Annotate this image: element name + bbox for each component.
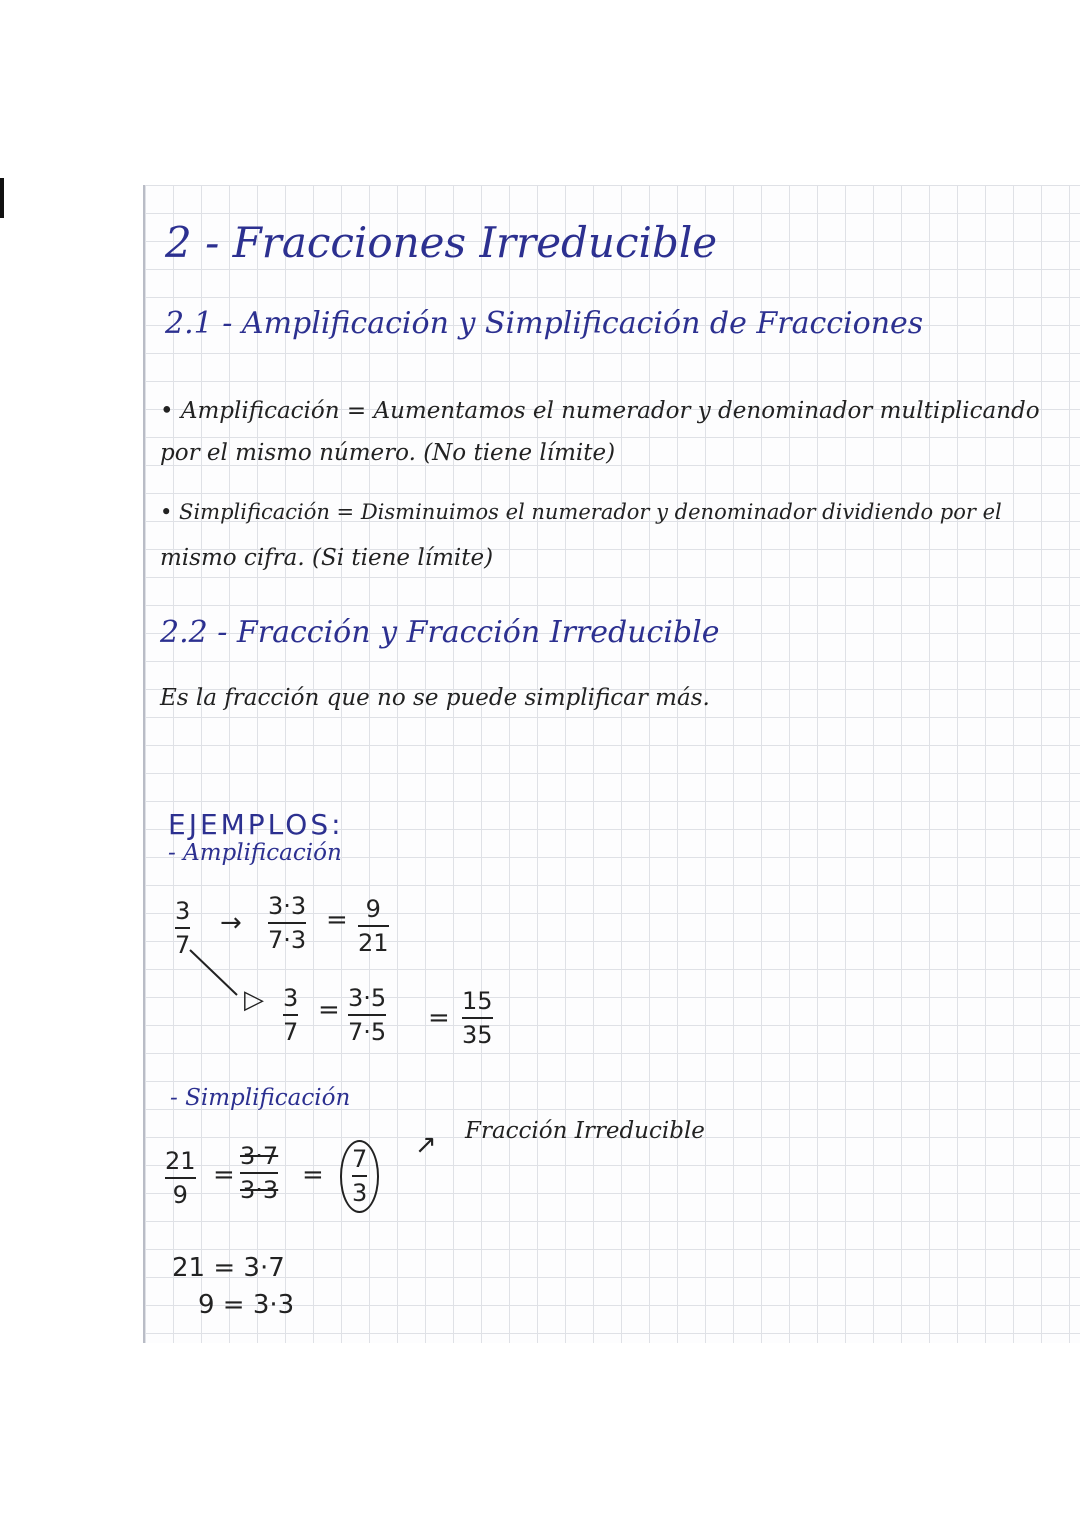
equals-sign: = — [213, 1160, 235, 1190]
examples-heading: EJEMPLOS: — [168, 808, 344, 841]
irreducible-note: Fracción Irreducible — [465, 1118, 705, 1144]
irreducible-definition: Es la fracción que no se puede simplificar más. — [160, 685, 710, 711]
factorization-21: 21 = 3·7 — [172, 1253, 285, 1283]
fraction-result: 15 35 — [462, 987, 493, 1050]
fraction-step: 3·7 3·3 — [240, 1142, 279, 1205]
scan-edge — [0, 178, 4, 218]
arrow-icon: ↗ — [415, 1130, 437, 1160]
page-title: 2 - Fracciones Irreducible — [165, 218, 718, 267]
simplificacion-definition-cont: mismo cifra. (Si tiene límite) — [160, 545, 494, 571]
equals-sign: = — [428, 1003, 450, 1033]
arrow-right-icon: → — [220, 908, 242, 938]
fraction-base: 3 7 — [283, 984, 299, 1047]
simplificacion-example-label: - Simplificación — [170, 1085, 351, 1111]
fraction-result: 9 21 — [358, 895, 389, 958]
grid-paper — [143, 185, 1080, 1343]
equals-sign: = — [326, 905, 348, 935]
equals-sign: = — [302, 1160, 324, 1190]
equals-sign: = — [318, 995, 340, 1025]
simplificacion-definition: • Simplificación = Disminuimos el numerador y denominador dividiendo por el — [160, 500, 1002, 524]
amplificacion-definition-cont: por el mismo número. (No tiene límite) — [160, 440, 616, 466]
fraction-step: 3·3 7·3 — [268, 892, 307, 955]
fraction-step: 3·5 7·5 — [348, 984, 387, 1047]
diagonal-arrow-icon — [185, 945, 245, 1005]
fraction-base: 21 9 — [165, 1147, 196, 1210]
amplificacion-definition: • Amplificación = Aumentamos el numerador y denominador multiplicando — [160, 398, 1040, 424]
fraction-base: 3 7 — [175, 897, 191, 960]
amplificacion-example-label: - Amplificación — [168, 840, 342, 866]
circled-result-fraction: 7 3 — [340, 1140, 379, 1213]
section-2-1-heading: 2.1 - Amplificación y Simplificación de Fracciones — [165, 306, 924, 341]
arrowhead-icon: ▷ — [244, 985, 264, 1015]
factorization-9: 9 = 3·3 — [198, 1290, 295, 1320]
section-2-2-heading: 2.2 - Fracción y Fracción Irreducible — [160, 615, 720, 650]
